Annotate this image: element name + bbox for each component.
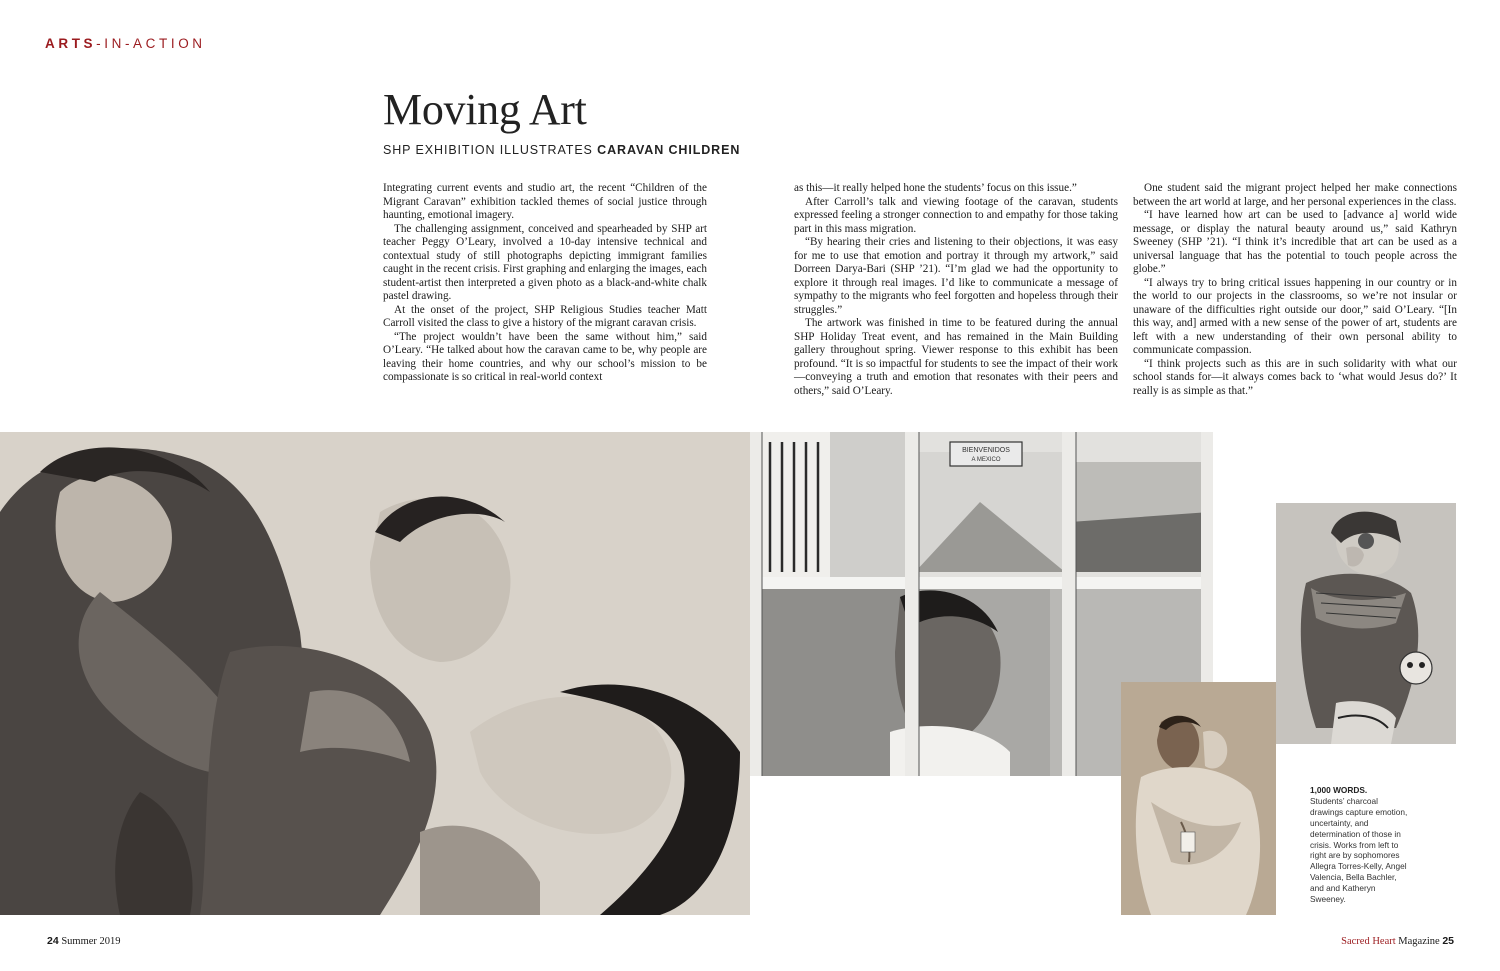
article-subtitle xyxy=(383,143,740,157)
magazine-name-black: Magazine xyxy=(1395,936,1440,947)
left-page-number: 24 xyxy=(47,935,59,947)
artwork-man-carrying-child xyxy=(1121,682,1276,915)
text-column-3 xyxy=(1133,182,1457,398)
paragraph: After Carroll’s talk and viewing footage of the caravan, students expressed feeling a stronger connection to and empathy for those taking part in this mass migration. xyxy=(794,195,1118,235)
photo-caption xyxy=(1310,785,1410,905)
subtitle-bold: CARAVAN CHILDREN xyxy=(597,143,741,157)
paragraph: “By hearing their cries and listening to their objections, it was easy for me to use that emotion and portray it through my artwork,” said Dorreen Darya-Bari (SHP ’21). “I’m glad we had the opportunity to explore it through real images. I’d like to communicate a message of sympathy to the migrants who feel forgotten and hopeless through their struggles.” xyxy=(794,236,1118,316)
sign-text-2: A MEXICO xyxy=(971,457,1001,463)
section-label xyxy=(45,36,206,51)
sign-text-1: BIENVENIDOS xyxy=(962,447,1010,454)
section-label-rest: -IN-ACTION xyxy=(96,36,206,51)
section-label-bold: ARTS xyxy=(45,36,97,51)
paragraph: The challenging assignment, conceived and spearheaded by SHP art teacher Peggy O’Leary, involved a 10-day intensive technical and contextual study of still photographs depicting immigrant families caught in the recent crisis. First graphing and enlarging the images, each student-artist then interpreted a given photo as a black-and-white chalk pastel drawing. xyxy=(383,222,707,302)
paragraph: “I have learned how art can be used to [advance a] world wide message, or display the natural beauty around us,” said Kathryn Sweeney (SHP ’21). “I think it’s incredible that art can be used as a universal language that has the potential to touch people across the globe.” xyxy=(1133,209,1457,275)
magazine-name-red: Sacred Heart xyxy=(1341,936,1396,947)
paragraph: The artwork was finished in time to be featured during the annual SHP Holiday Treat event, and has remained in the Main Building gallery throughout spring. Viewer response to this exhibit has been profound. “It is so impactful for students to see the impact of their work—conveying a truth and emotion that resonates with their peers and others,” said O’Leary. xyxy=(794,317,1118,397)
right-page-number: 25 xyxy=(1442,935,1454,947)
subtitle-plain: SHP EXHIBITION ILLUSTRATES xyxy=(383,143,598,157)
folio-left xyxy=(47,935,121,947)
paragraph: At the onset of the project, SHP Religious Studies teacher Matt Carroll visited the class to give a history of the migrant caravan crisis. xyxy=(383,303,707,329)
paragraph: Integrating current events and studio art, the recent “Children of the Migrant Caravan” exhibition tackled themes of social justice through haunting, emotional imagery. xyxy=(383,182,707,221)
text-column-2 xyxy=(794,182,1118,398)
caption-title: 1,000 WORDS. xyxy=(1310,785,1368,795)
paragraph: One student said the migrant project helped her make connections between the art world at large, and her personal experiences in the class. xyxy=(1133,182,1457,208)
article-title: Moving Art xyxy=(383,85,587,134)
paragraph: “I always try to bring critical issues happening in our country or in the world to our projects in the classrooms, so we’re not insular or unaware of the difficulties right outside our door,” said O’Leary. “[In this way, and] armed with a new sense of the power of art, students are left with a new understanding of their own personal ability to communicate compassion. xyxy=(1133,276,1457,356)
text-column-1 xyxy=(383,182,707,385)
caption-body: Students’ charcoal drawings capture emotion, uncertainty, and determination of those in crisis. Works from left to right are by sophomores Allegra Torres-Kelly, Angel Valencia, Bella Bachler, and and Katheryn Sweeney. xyxy=(1310,795,1408,905)
issue-date: Summer 2019 xyxy=(61,936,121,947)
paragraph: “I think projects such as this are in such solidarity with what our school stands for—it always comes back to ‘what would Jesus do?’ It really is as simple as that.” xyxy=(1133,357,1457,397)
paragraph: “The project wouldn’t have been the same without him,” said O’Leary. “He talked about how the caravan came to be, why people are leaving their home countries, and why our school’s mission to be compassionate is so critical in real-world context xyxy=(383,330,707,383)
paragraph: as this—it really helped hone the students’ focus on this issue.” xyxy=(794,182,1077,194)
artwork-mother-and-children xyxy=(0,432,750,915)
artwork-child-with-toy xyxy=(1276,503,1456,744)
folio-right xyxy=(1341,935,1454,947)
